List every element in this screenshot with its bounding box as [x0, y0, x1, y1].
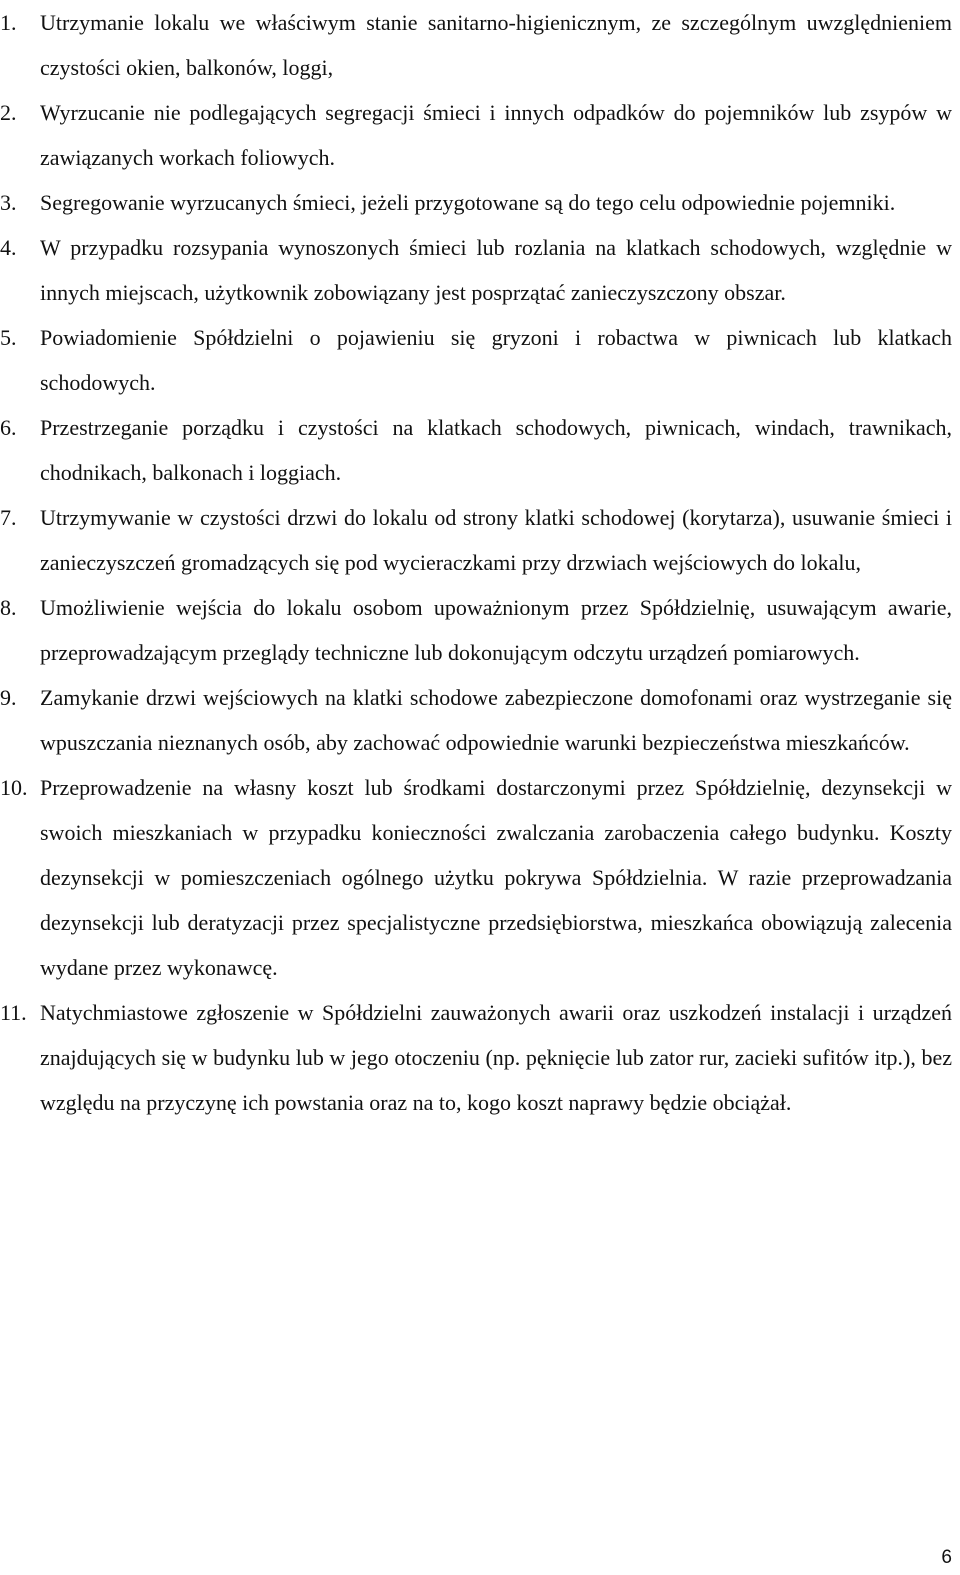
list-item-text: Utrzymanie lokalu we właściwym stanie sanitarno-higienicznym, ze szczególnym uwzględnieniem czystości okien, balkonów, loggi,: [40, 10, 952, 80]
list-item-text: Przeprowadzenie na własny koszt lub środkami dostarczonymi przez Spółdzielnię, dezynsekcji w swoich mieszkaniach w przypadku konieczności zwalczania zarobaczenia całego budynku. Koszty dezynsekcji w pomieszczeniach ogólnego użytku pokrywa Spółdzielnia. W razie przeprowadzania dezynsekcji lub deratyzacji przez specjalistyczne przedsiębiorstwa, mieszkańca obowiązują zalecenia wydane przez wykonawcę.: [40, 775, 952, 980]
list-item-text: Wyrzucanie nie podlegających segregacji śmieci i innych odpadków do pojemników lub zsypów w zawiązanych workach foliowych.: [40, 100, 952, 170]
list-item: [0, 765, 952, 990]
list-item-number: 10.: [0, 775, 28, 800]
list-item-number: 11.: [0, 1000, 27, 1025]
page-number: 6: [941, 1547, 952, 1568]
list-item: [0, 180, 952, 225]
list-item-text: Powiadomienie Spółdzielni o pojawieniu się gryzoni i robactwa w piwnicach lub klatkach schodowych.: [40, 325, 952, 395]
list-item-number: 5.: [0, 325, 17, 350]
list-item: [0, 675, 952, 765]
list-item-number: 2.: [0, 100, 17, 125]
list-item: [0, 0, 952, 90]
list-item: [0, 315, 952, 405]
list-item-text: Natychmiastowe zgłoszenie w Spółdzielni zauważonych awarii oraz uszkodzeń instalacji i urządzeń znajdujących się w budynku lub w jego otoczeniu (np. pęknięcie lub zator rur, zacieki sufitów itp.), bez względu na przyczynę ich powstania oraz na to, kogo koszt naprawy będzie obciążał.: [40, 1000, 952, 1115]
list-item: [0, 225, 952, 315]
list-item-text: Umożliwienie wejścia do lokalu osobom upoważnionym przez Spółdzielnię, usuwającym awarie, przeprowadzającym przeglądy techniczne lub dokonującym odczytu urządzeń pomiarowych.: [40, 595, 952, 665]
list-item: [0, 495, 952, 585]
list-item: [0, 405, 952, 495]
list-item: [0, 90, 952, 180]
list-item-text: Zamykanie drzwi wejściowych na klatki schodowe zabezpieczone domofonami oraz wystrzeganie się wpuszczania nieznanych osób, aby zachować odpowiednie warunki bezpieczeństwa mieszkańców.: [40, 685, 952, 755]
list-item-number: 1.: [0, 10, 17, 35]
list-item-number: 4.: [0, 235, 17, 260]
list-item-number: 7.: [0, 505, 17, 530]
list-item-number: 9.: [0, 685, 17, 710]
list-item: [0, 990, 952, 1125]
list-item-number: 6.: [0, 415, 17, 440]
list-item-text: W przypadku rozsypania wynoszonych śmieci lub rozlania na klatkach schodowych, względnie w innych miejscach, użytkownik zobowiązany jest posprzątać zanieczyszczony obszar.: [40, 235, 952, 305]
list-item-text: Segregowanie wyrzucanych śmieci, jeżeli przygotowane są do tego celu odpowiednie pojemniki.: [40, 190, 896, 215]
list-item: [0, 585, 952, 675]
list-item-number: 8.: [0, 595, 17, 620]
list-item-text: Przestrzeganie porządku i czystości na klatkach schodowych, piwnicach, windach, trawnikach, chodnikach, balkonach i loggiach.: [40, 415, 952, 485]
list-item-number: 3.: [0, 190, 17, 215]
list-item-text: Utrzymywanie w czystości drzwi do lokalu od strony klatki schodowej (korytarza), usuwanie śmieci i zanieczyszczeń gromadzących się pod wycieraczkami przy drzwiach wejściowych do lokalu,: [40, 505, 952, 575]
